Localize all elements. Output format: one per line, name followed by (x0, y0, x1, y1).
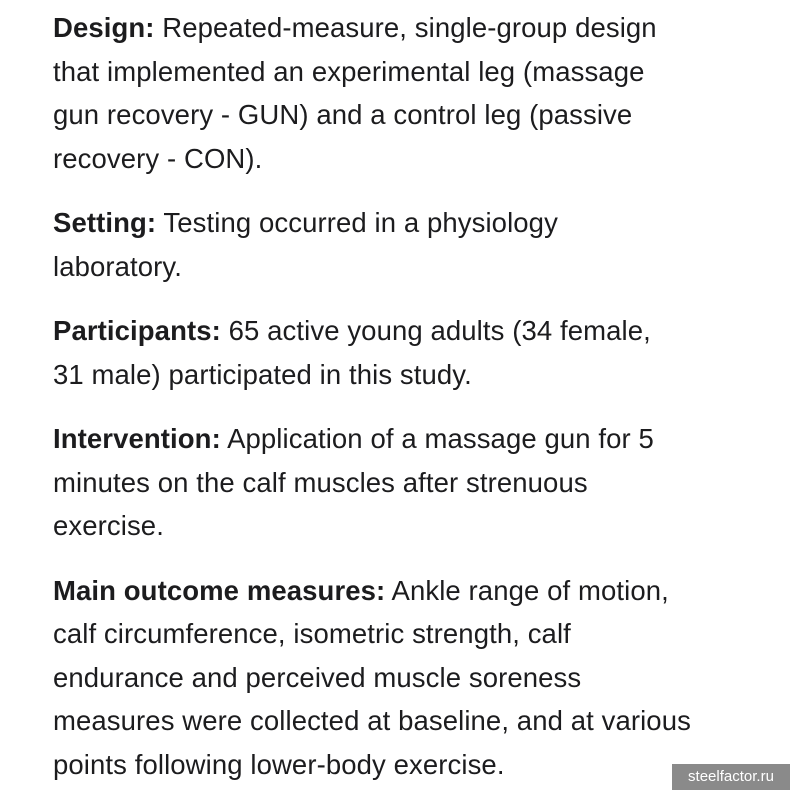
setting-text: Testing occurred in a physiology (156, 207, 558, 238)
design-text: recovery - CON). (53, 142, 263, 174)
setting-text: laboratory. (53, 250, 182, 282)
outcome-measures-text: points following lower-body exercise. (53, 748, 505, 780)
design-text: that implemented an experimental leg (massage (53, 55, 645, 87)
design-text: Repeated-measure, single-group design (154, 12, 657, 43)
outcome-measures-section (53, 569, 743, 787)
design-section (53, 6, 743, 180)
text-line (53, 417, 743, 461)
participants-text: 31 male) participated in this study. (53, 358, 472, 390)
intervention-heading: Intervention: (53, 423, 221, 454)
outcome-measures-text: endurance and perceived muscle soreness (53, 661, 582, 693)
outcome-measures-text: Ankle range of motion, (385, 574, 669, 606)
intervention-text: Application of a massage gun for 5 (220, 423, 654, 454)
text-line (53, 6, 743, 50)
intervention-section (53, 417, 743, 548)
participants-text: 65 active young adults (34 female, (220, 315, 651, 346)
participants-section (53, 309, 743, 396)
intervention-text: minutes on the calf muscles after strenuous (53, 466, 588, 498)
text-line (53, 201, 743, 245)
setting-section (53, 201, 743, 288)
watermark: steelfactor.ru (672, 764, 790, 790)
text-line (53, 309, 743, 353)
design-text: gun recovery - GUN) and a control leg (passive (53, 99, 633, 130)
design-heading: Design: (53, 12, 155, 43)
outcome-measures-heading: Main outcome measures: (53, 574, 386, 606)
abstract-text (53, 6, 743, 807)
setting-heading: Setting: (53, 207, 157, 238)
intervention-text: exercise. (53, 510, 164, 541)
text-line (53, 569, 743, 613)
participants-heading: Participants: (53, 315, 221, 346)
outcome-measures-text: measures were collected at baseline, and at various (53, 705, 691, 736)
outcome-measures-text: calf circumference, isometric strength, calf (53, 618, 571, 649)
